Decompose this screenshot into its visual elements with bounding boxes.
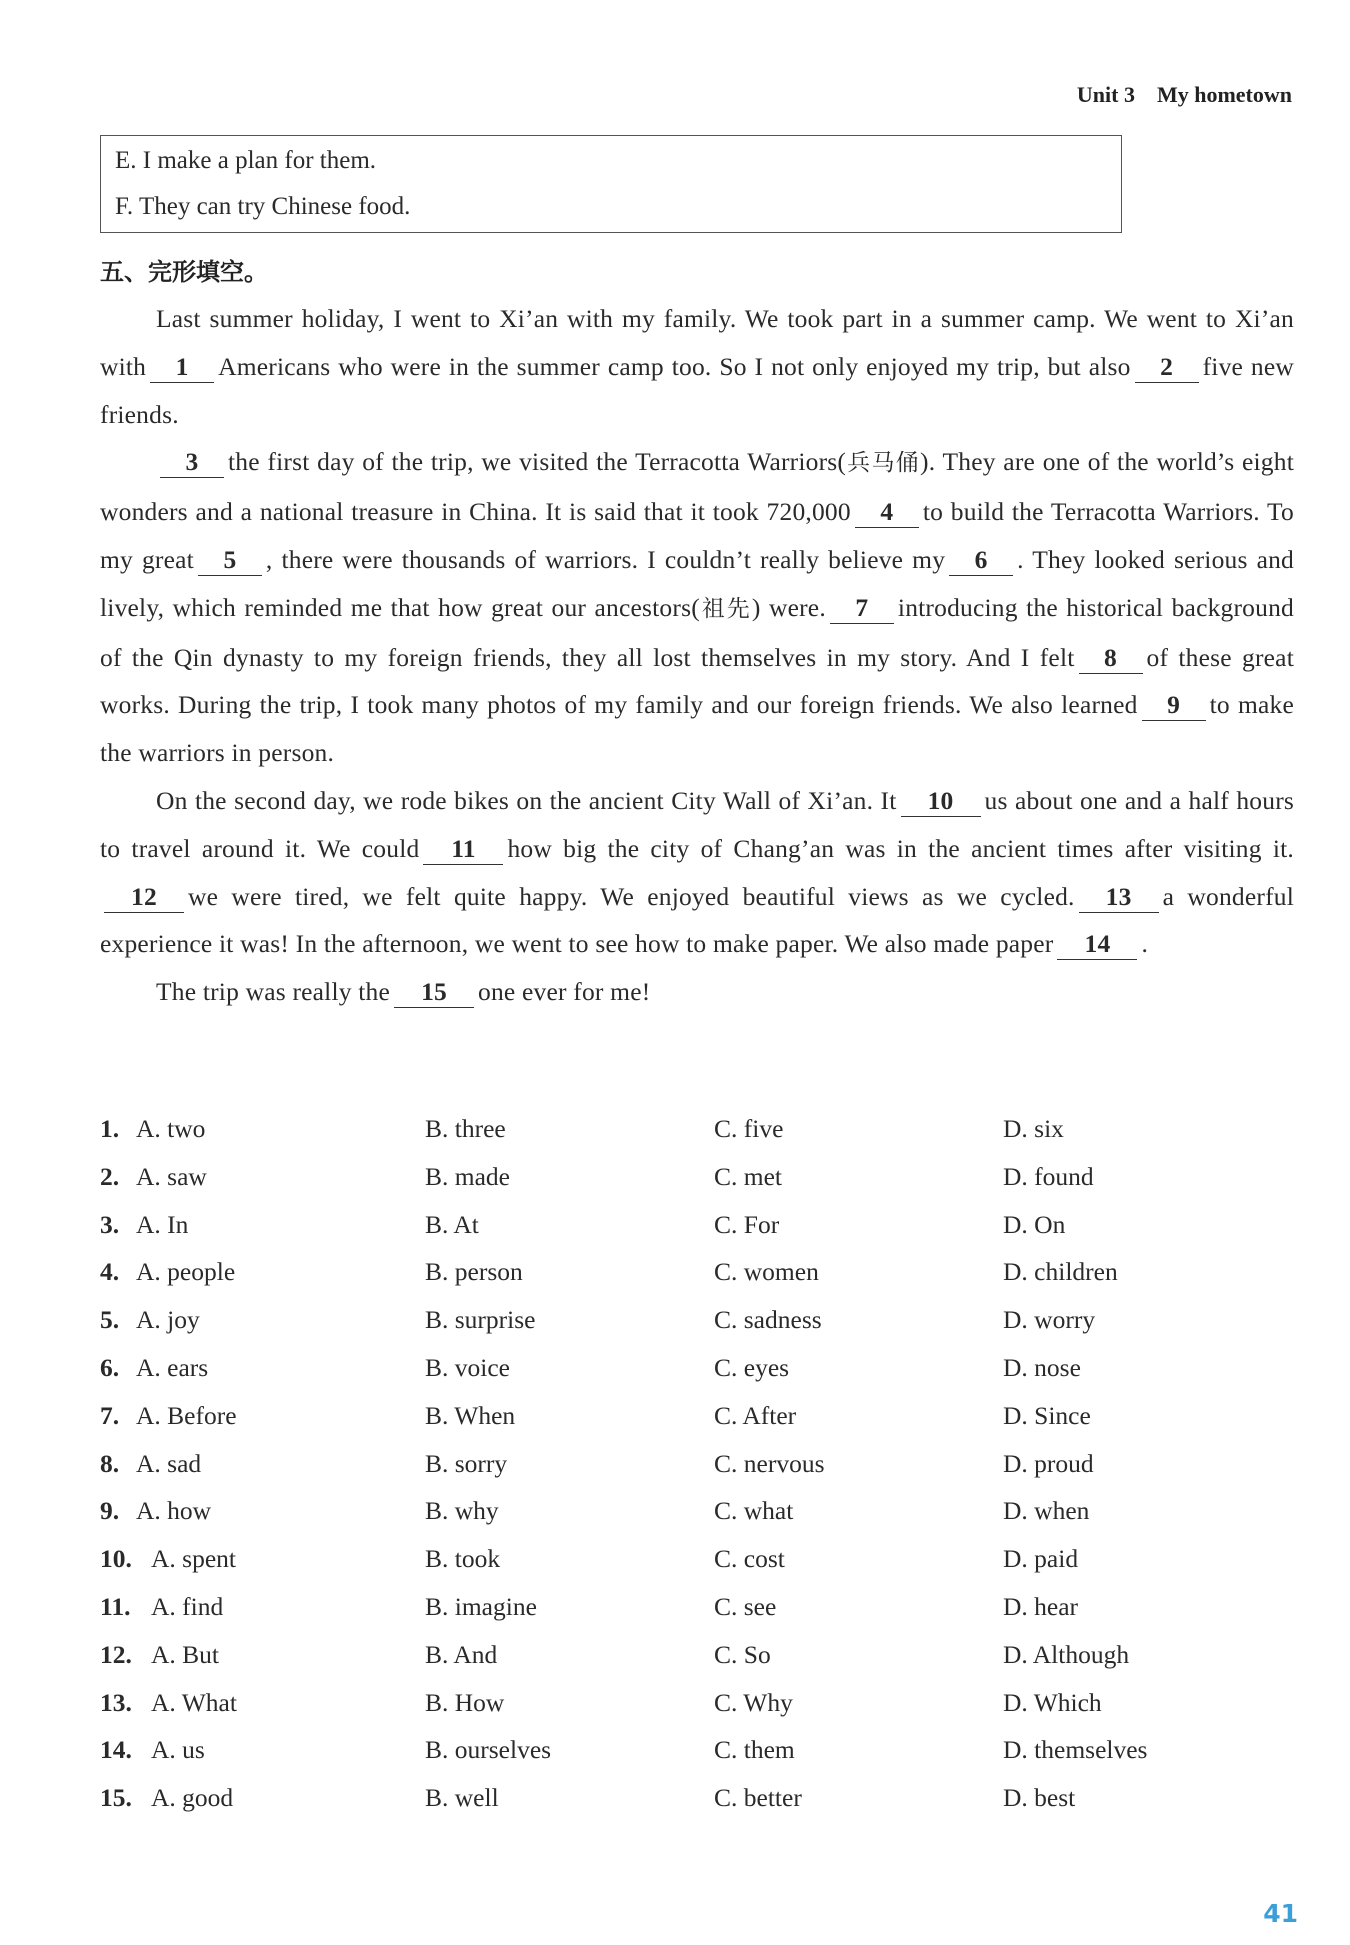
passage-text: , there were thousands of warriors. I couldn’t really believe my [265,544,946,574]
option-c: C. cost [714,1544,785,1574]
option-c: C. For [714,1209,780,1239]
option-c: C. women [714,1257,819,1287]
passage-text: . [1141,929,1149,959]
option-b: B. And [425,1639,498,1669]
blank-4: 4 [855,497,919,528]
paragraph-1 [100,295,1294,438]
passage-text: . They looked serious and lively, which reminded me that how great our ancestors( [100,544,1294,622]
option-a: A. spent [151,1544,236,1574]
blank-8: 8 [1079,643,1143,674]
option-d: D. Which [1003,1687,1102,1717]
question-number: 7. [100,1400,120,1430]
passage-text: to make the warriors in person. [100,690,1294,768]
question-row [100,1201,1300,1249]
question-row [100,1153,1300,1201]
option-c: C. what [714,1496,794,1526]
question-number: 10. [100,1544,132,1574]
option-d: D. worry [1003,1305,1096,1335]
option-c: C. After [714,1400,797,1430]
section-title: 五、完形填空。 [100,258,268,286]
blank-11: 11 [423,834,503,865]
option-c: C. eyes [714,1352,790,1382]
question-number: 1. [100,1114,120,1143]
passage-text: of these great works. During the trip, I took many photos of my family and our foreign friends. We also learned [100,642,1294,720]
option-d: D. best [1003,1783,1076,1813]
option-d: D. nose [1003,1352,1081,1382]
option-a: A. good [151,1783,234,1813]
option-b: B. took [425,1544,501,1574]
option-a: A. how [136,1496,212,1526]
cloze-passage [100,295,1294,1016]
option-d: D. proud [1003,1448,1094,1478]
blank-6: 6 [949,545,1013,576]
blank-1: 1 [150,352,214,383]
option-a: A. But [151,1639,220,1669]
passage-text: one ever for me! [478,977,651,1007]
passage-text: ). They are one of the world’s eight wonders and a national treasure in China. It is said that it took 720,000 [100,447,1294,527]
option-a: A. What [151,1687,237,1717]
question-number: 5. [100,1305,120,1335]
option-f: F. They can try Chinese food. [115,193,411,220]
option-a: A. saw [136,1161,207,1191]
option-d: D. themselves [1003,1735,1148,1765]
paragraph-4 [100,968,1294,1016]
question-row [100,1631,1300,1679]
question-number: 3. [100,1209,120,1239]
option-a: A. sad [136,1448,202,1478]
option-b: B. surprise [425,1305,536,1335]
option-b: B. person [425,1257,523,1287]
blank-9: 9 [1142,690,1206,721]
option-b: B. three [425,1114,506,1143]
question-number: 4. [100,1257,120,1287]
option-d: D. paid [1003,1544,1079,1574]
option-b: B. imagine [425,1591,537,1621]
question-number: 14. [100,1735,132,1765]
question-row [100,1296,1300,1344]
question-row [100,1440,1300,1488]
answer-options [100,1105,1300,1822]
option-b: B. sorry [425,1448,508,1478]
option-c: C. see [714,1591,777,1621]
blank-7: 7 [830,593,894,624]
question-number: 15. [100,1783,132,1813]
option-a: A. ears [136,1352,209,1382]
option-c: C. five [714,1114,784,1143]
blank-10: 10 [901,786,981,817]
question-number: 12. [100,1639,132,1669]
option-c: C. So [714,1639,771,1669]
question-row [100,1726,1300,1774]
blank-3: 3 [160,447,224,478]
option-b: B. made [425,1161,510,1191]
passage-text: us about one and a half hours to travel around it. We could [100,785,1295,863]
option-b: B. When [425,1400,516,1430]
passage-text: On the second day, we rode bikes on the ancient City Wall of Xi’an. It [156,785,897,815]
option-b: B. ourselves [425,1735,552,1765]
question-row [100,1535,1300,1583]
question-number: 2. [100,1161,120,1191]
option-a: A. people [136,1257,236,1287]
option-a: A. joy [136,1305,200,1335]
option-a: A. In [136,1209,189,1239]
question-number: 9. [100,1496,120,1526]
question-number: 13. [100,1687,132,1717]
question-number: 8. [100,1448,120,1478]
page-number: 41 [1263,1899,1298,1928]
blank-12: 12 [104,882,184,913]
option-d: D. Although [1003,1639,1130,1669]
option-d: D. six [1003,1114,1064,1143]
option-c: C. them [714,1735,795,1765]
option-c: C. nervous [714,1448,825,1478]
passage-text: the first day of the trip, we visited the Terracotta Warriors( [228,447,847,477]
unit-title: My hometown [1156,82,1292,107]
blank-2: 2 [1135,352,1199,383]
unit-label: Unit 3 [1076,82,1135,107]
question-row [100,1344,1300,1392]
question-row [100,1487,1300,1535]
passage-text: five new friends. [100,351,1294,429]
chinese-gloss: 兵马俑 [846,450,921,477]
passage-text: a wonderful experience it was! In the afternoon, we went to see how to make paper. We also made paper [100,881,1294,959]
question-row [100,1774,1300,1822]
paragraph-2 [100,438,1294,777]
question-row [100,1679,1300,1727]
paragraph-3 [100,777,1294,968]
passage-text: to build the Terracotta Warriors. To my great [100,497,1295,574]
passage-text: Americans who were in the summer camp too. So I not only enjoyed my trip, but also [218,351,1131,381]
option-e: E. I make a plan for them. [115,147,377,174]
option-c: C. sadness [714,1305,822,1335]
option-b: B. How [425,1687,505,1717]
passage-text: we were tired, we felt quite happy. We enjoyed beautiful views as we cycled. [188,881,1075,911]
option-d: D. hear [1003,1591,1079,1621]
option-c: C. Why [714,1687,793,1717]
option-b: B. well [425,1783,499,1813]
option-c: C. met [714,1161,782,1191]
question-number: 6. [100,1352,120,1382]
page-header [1077,82,1292,108]
option-d: D. found [1003,1161,1094,1191]
question-row [100,1248,1300,1296]
passage-text: ) were. [751,592,826,622]
option-d: D. children [1003,1257,1118,1287]
blank-13: 13 [1079,882,1159,913]
option-box [100,135,1122,233]
option-b: B. voice [425,1352,510,1382]
passage-text: Last summer holiday, I went to Xi’an with my family. We took part in a summer camp. We went to Xi’an with [100,304,1294,381]
question-number: 11. [100,1591,131,1621]
blank-5: 5 [198,545,262,576]
question-row [100,1105,1300,1153]
option-a: A. two [136,1114,206,1143]
passage-text: how big the city of Chang’an was in the ancient times after visiting it. [507,833,1294,863]
question-row [100,1392,1300,1440]
option-b: B. At [425,1209,479,1239]
option-d: D. when [1003,1496,1090,1526]
option-c: C. better [714,1783,802,1813]
option-d: D. On [1003,1209,1066,1239]
blank-14: 14 [1057,929,1137,960]
option-a: A. Before [136,1400,237,1430]
blank-15: 15 [394,977,474,1008]
passage-text: introducing the historical background of the Qin dynasty to my foreign friends, they all lost themselves in my story. And I felt [100,592,1294,672]
option-b: B. why [425,1496,499,1526]
chinese-gloss: 祖先 [699,595,752,622]
passage-text: The trip was really the [156,977,391,1007]
question-row [100,1583,1300,1631]
option-a: A. find [151,1591,224,1621]
option-d: D. Since [1003,1400,1091,1430]
option-a: A. us [151,1735,205,1765]
